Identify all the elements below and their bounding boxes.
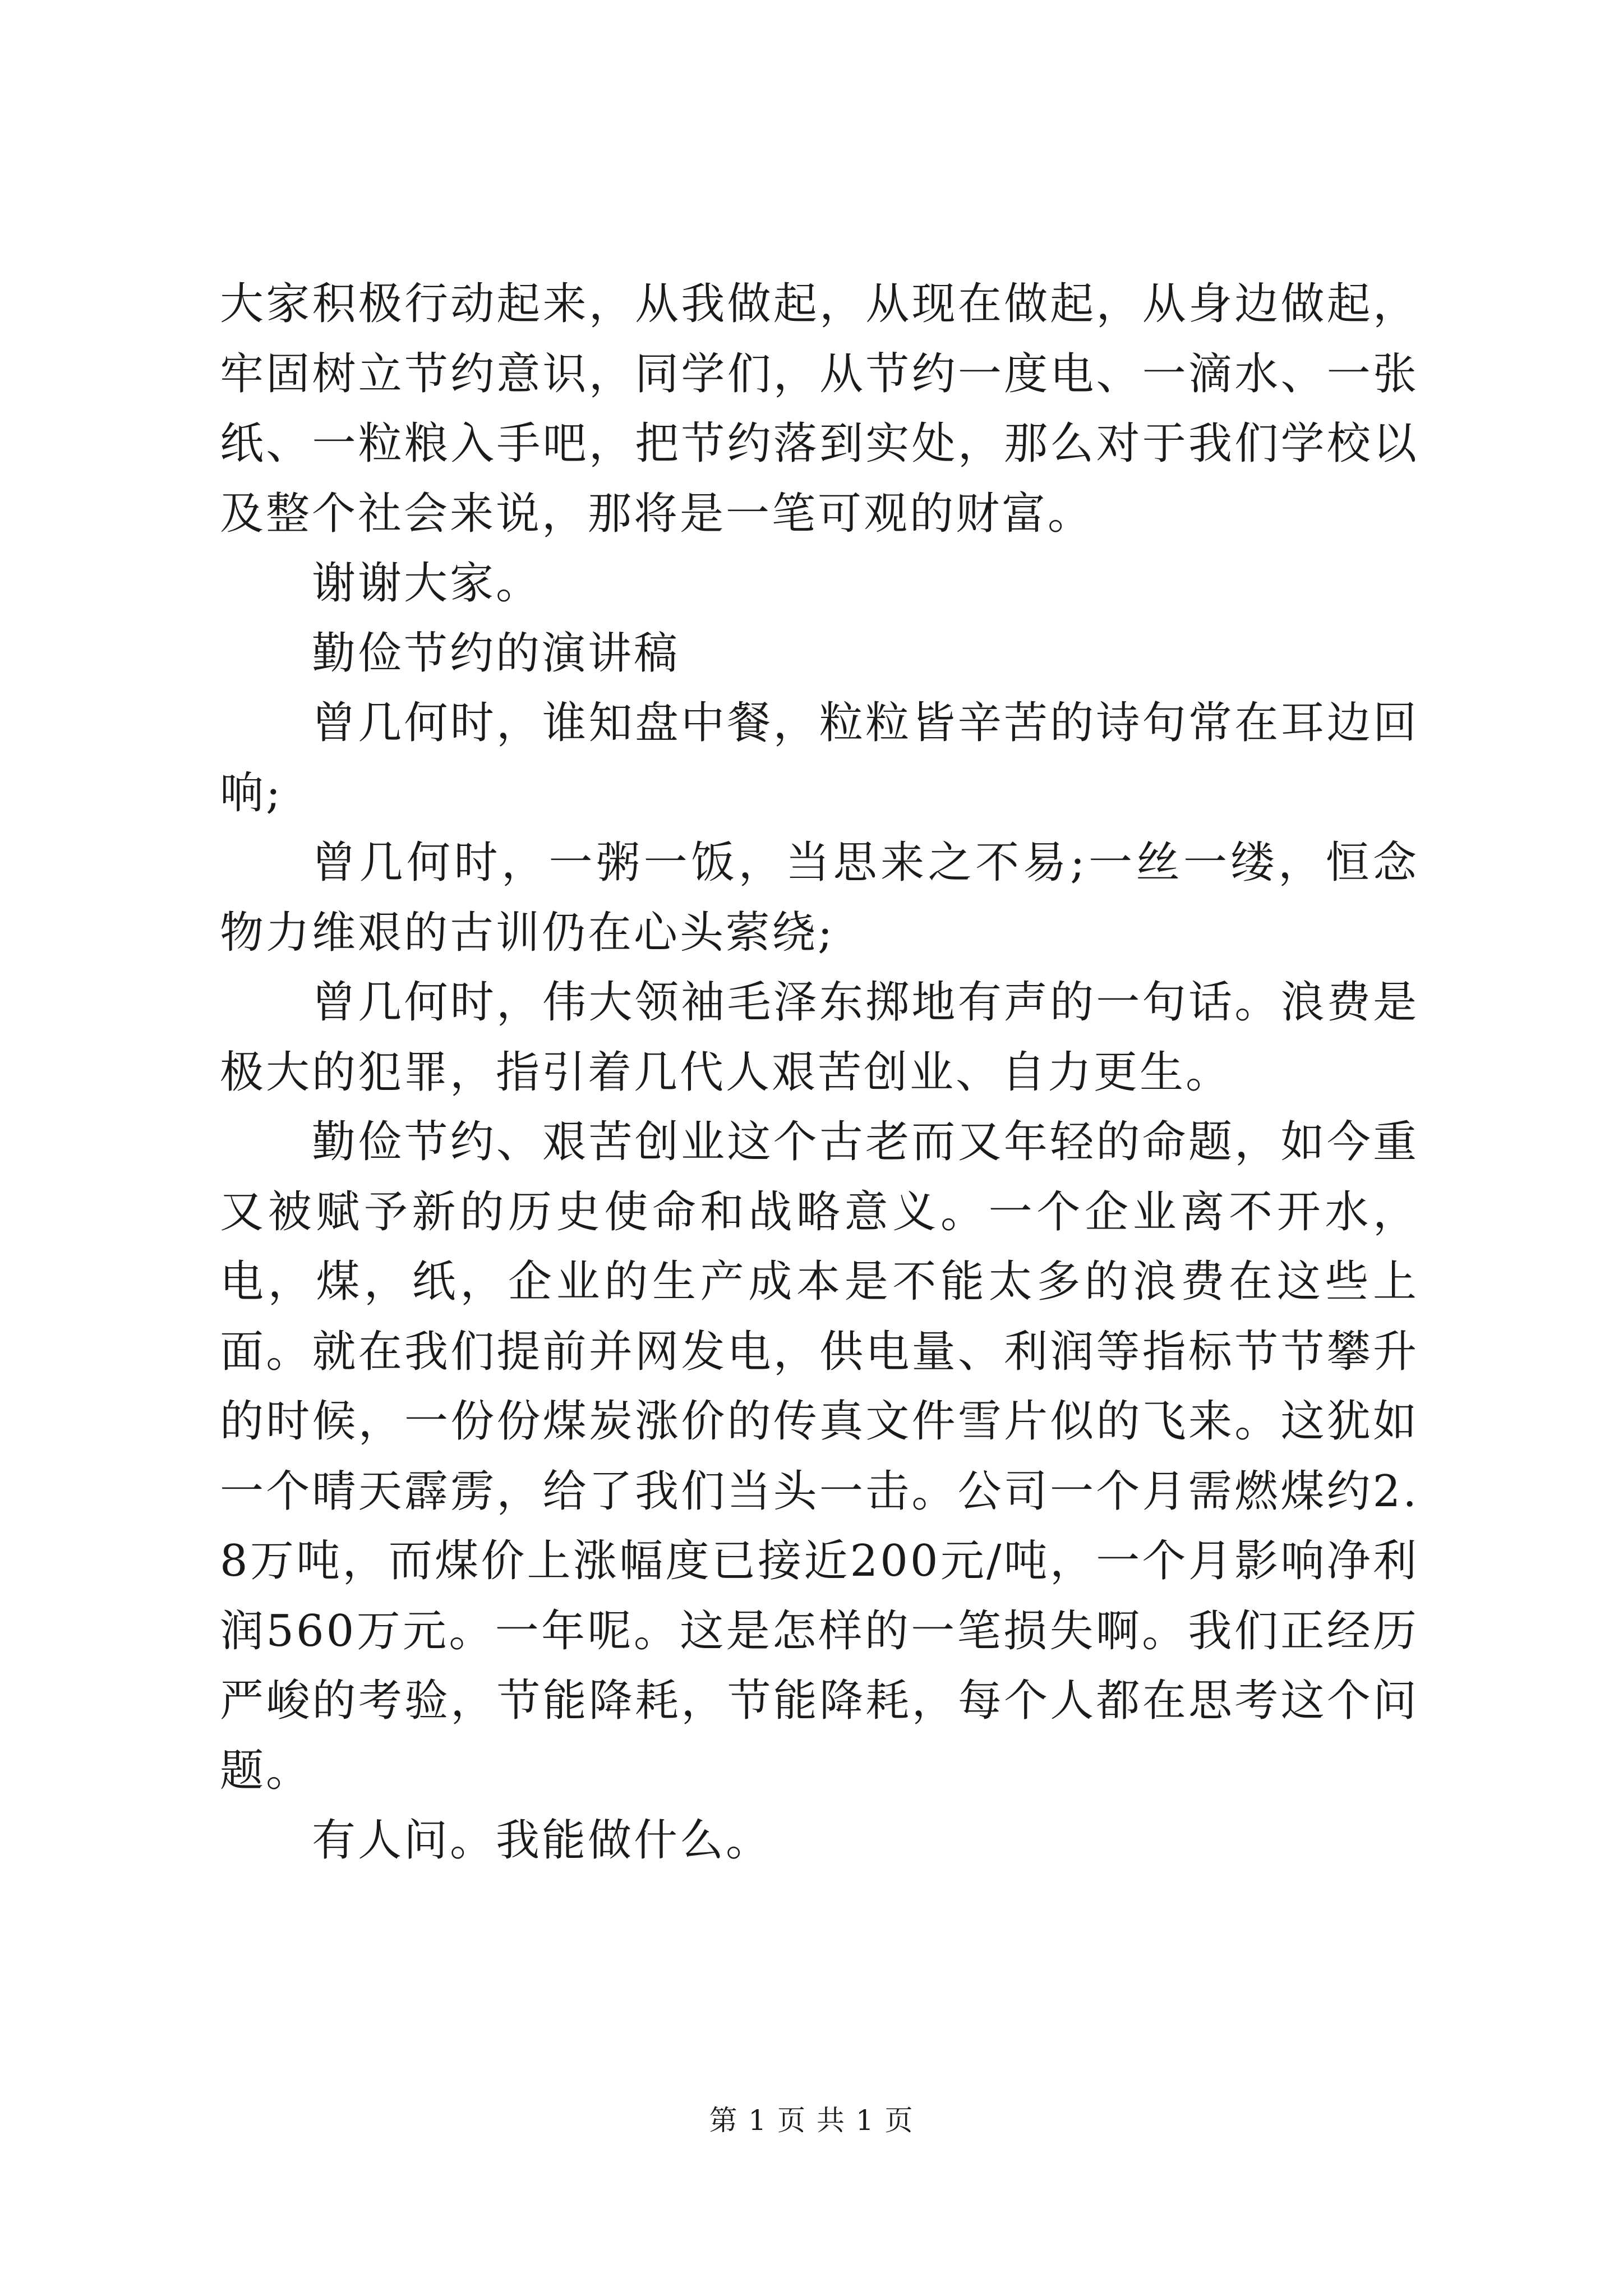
- document-body: [220, 269, 1419, 1876]
- paragraph-5: 曾几何时，一粥一饭，当思来之不易;一丝一缕，恒念物力维艰的古训仍在心头萦绕;: [220, 838, 1419, 958]
- paragraph-4: 曾几何时，谁知盘中餐，粒粒皆辛苦的诗句常在耳边回响;: [220, 698, 1419, 818]
- paragraph-2: 谢谢大家。: [312, 558, 542, 609]
- paragraph-7: 勤俭节约、艰苦创业这个古老而又年轻的命题，如今重又被赋予新的历史使命和战略意义。一个企业离不开水，电，煤，纸，企业的生产成本是不能太多的浪费在这些上面。就在我们提前并网发电，供电量、利润等指标节节攀升的时候，一份份煤炭涨价的传真文件雪片似的飞来。这犹如一个晴天霹雳，给了我们当头一击。公司一个月需燃煤约2.8万吨，而煤价上涨幅度已接近200元/吨，一个月影响净利润560万元。一年呢。这是怎样的一笔损失啊。我们正经历严峻的考验，节能降耗，节能降耗，每个人都在思考这个问题。: [220, 1117, 1419, 1796]
- paragraph-8: 有人问。我能做什么。: [312, 1815, 772, 1866]
- paragraph-1: 大家积极行动起来，从我做起，从现在做起，从身边做起，牢固树立节约意识，同学们，从节约一度电、一滴水、一张纸、一粒粮入手吧，把节约落到实处，那么对于我们学校以及整个社会来说，那将是一笔可观的财富。: [220, 279, 1419, 539]
- page-footer: 第 1 页 共 1 页: [709, 2104, 914, 2137]
- speech-title: 勤俭节约的演讲稿: [312, 628, 680, 679]
- paragraph-6: 曾几何时，伟大领袖毛泽东掷地有声的一句话。浪费是极大的犯罪，指引着几代人艰苦创业、自力更生。: [220, 977, 1419, 1098]
